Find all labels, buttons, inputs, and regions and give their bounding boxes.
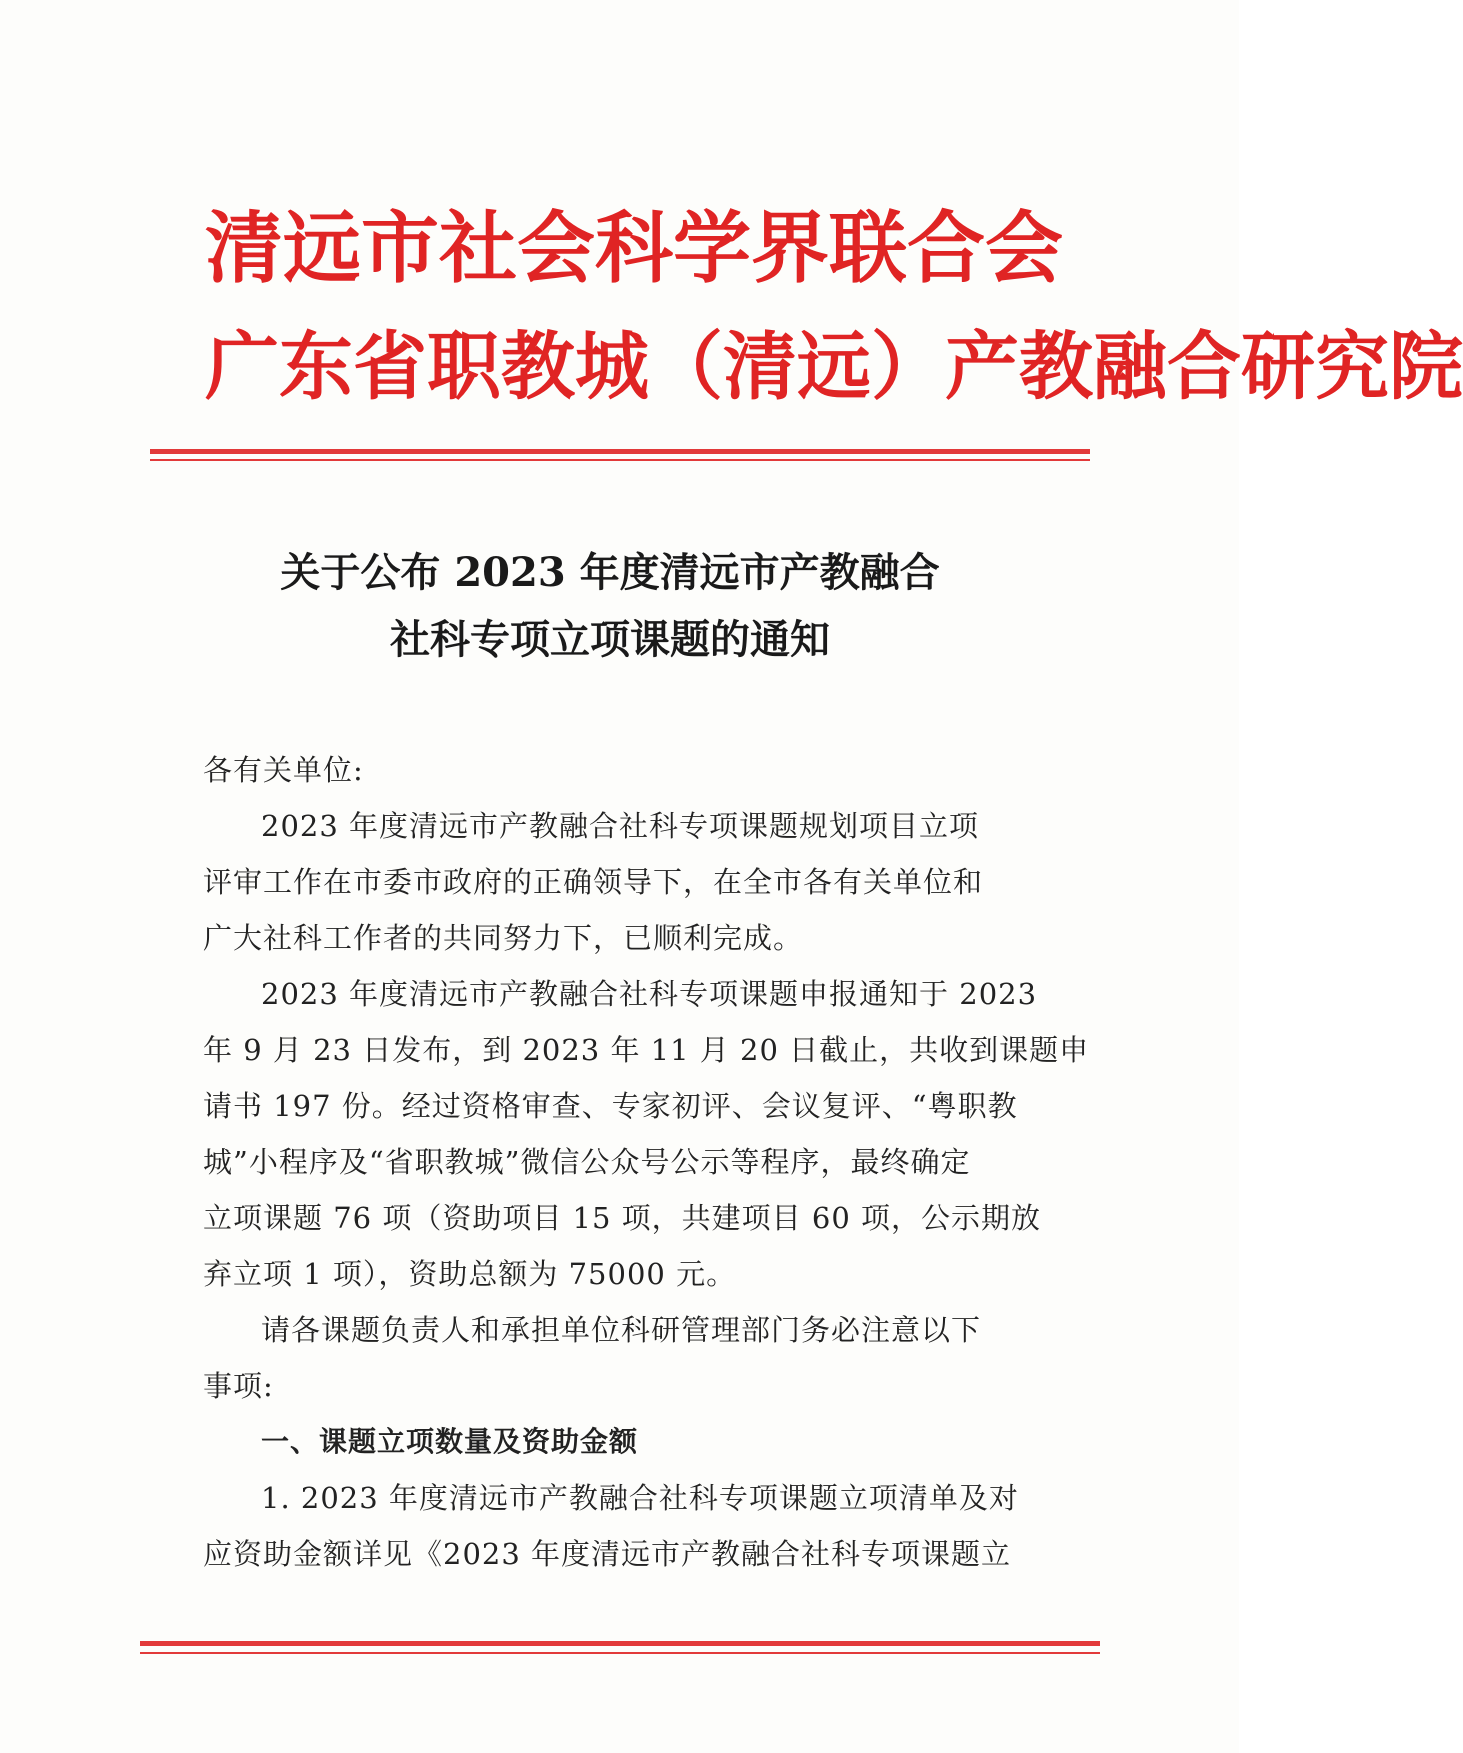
letterhead-divider-thin bbox=[150, 459, 1090, 461]
body-line: 2023 年度清远市产教融合社科专项课题规划项目立项 bbox=[261, 809, 980, 843]
body-line: 评审工作在市委市政府的正确领导下，在全市各有关单位和 bbox=[203, 865, 984, 899]
notice-title-line-2: 社科专项立项课题的通知 bbox=[390, 616, 830, 663]
footer-divider-thin bbox=[140, 1652, 1100, 1654]
body-line: 立项课题 76 项（资助项目 15 项，共建项目 60 项，公示期放 bbox=[203, 1201, 1042, 1235]
body-line: 城”小程序及“省职教城”微信公众号公示等程序，最终确定 bbox=[203, 1145, 971, 1179]
body-line: 2023 年度清远市产教融合社科专项课题申报通知于 2023 bbox=[261, 977, 1038, 1011]
notice-body bbox=[203, 742, 1090, 1582]
salutation: 各有关单位: bbox=[203, 753, 364, 787]
body-line: 广大社科工作者的共同努力下，已顺利完成。 bbox=[203, 921, 804, 955]
footer-divider-thick bbox=[140, 1641, 1100, 1646]
body-line: 年 9 月 23 日发布，到 2023 年 11 月 20 日截止，共收到课题申 bbox=[203, 1033, 1090, 1067]
body-line: 请各课题负责人和承担单位科研管理部门务必注意以下 bbox=[261, 1313, 982, 1347]
body-line: 1. 2023 年度清远市产教融合社科专项课题立项清单及对 bbox=[261, 1481, 1019, 1515]
letterhead-divider-thick bbox=[150, 449, 1090, 454]
letterhead-org-1: 清远市社会科学界联合会 bbox=[205, 203, 1064, 294]
letterhead-org-2: 广东省职教城（清远）产教融合研究院 bbox=[205, 324, 1463, 410]
body-line: 弃立项 1 项），资助总额为 75000 元。 bbox=[203, 1257, 737, 1291]
notice-title-line-1: 关于公布 2023 年度清远市产教融合 bbox=[280, 549, 940, 596]
section-heading: 一、课题立项数量及资助金额 bbox=[261, 1425, 639, 1458]
body-line: 应资助金额详见《2023 年度清远市产教融合社科专项课题立 bbox=[203, 1537, 1012, 1571]
body-line: 事项: bbox=[203, 1369, 274, 1403]
body-line: 请书 197 份。经过资格审查、专家初评、会议复评、“粤职教 bbox=[203, 1089, 1018, 1123]
